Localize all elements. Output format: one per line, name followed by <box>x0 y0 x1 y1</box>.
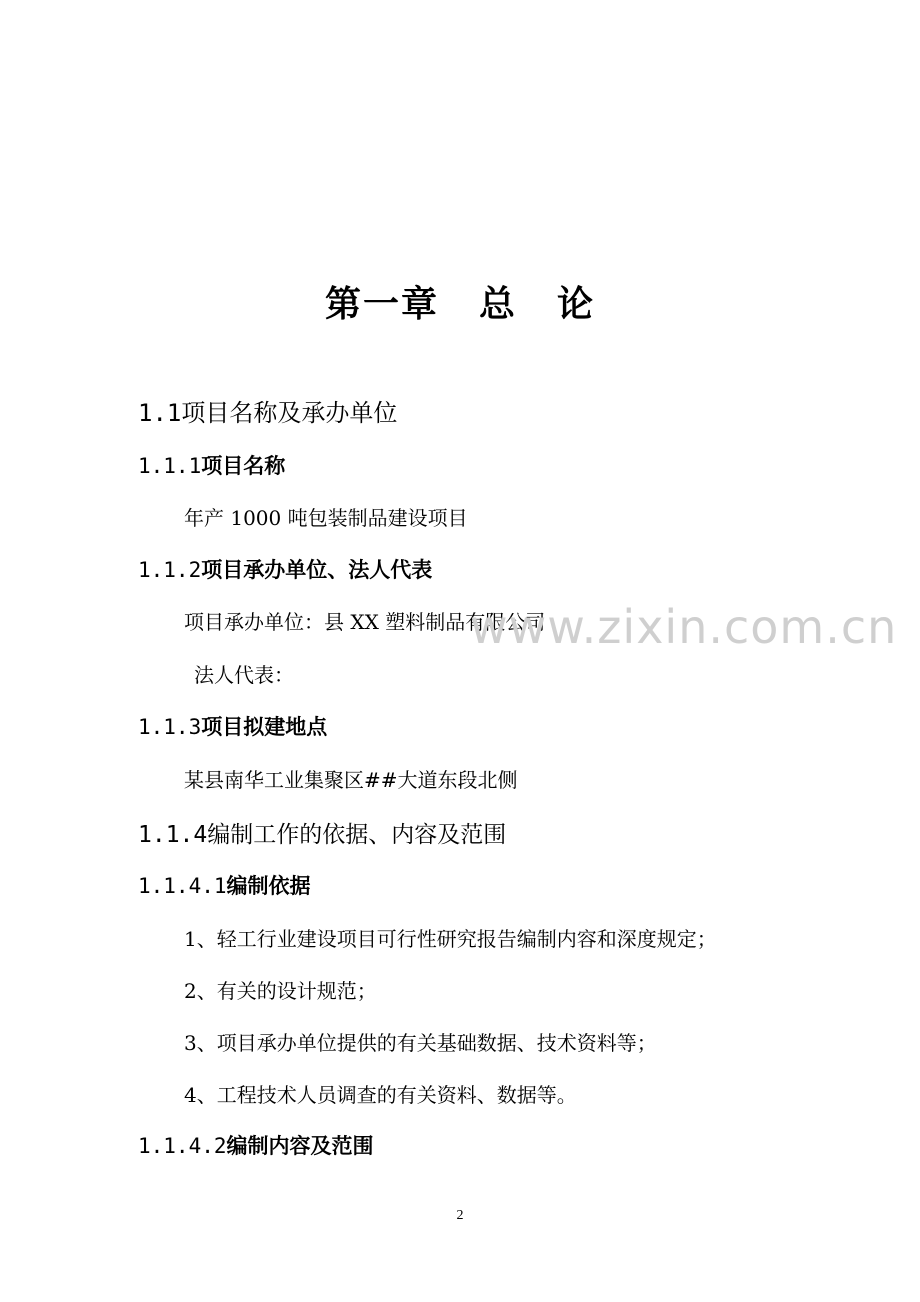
section-title: 项目名称 <box>201 454 286 478</box>
section-title: 项目承办单位、法人代表 <box>201 558 433 582</box>
section-number: 1.1.4.2 <box>138 1134 227 1158</box>
chapter-title-number: 第一章 <box>324 284 439 325</box>
legal-rep-text: 法人代表： <box>194 663 294 687</box>
chapter-title-word-2: 论 <box>557 284 596 325</box>
section-title: 编制内容及范围 <box>226 1134 374 1158</box>
section-number: 1.1 <box>138 399 182 427</box>
location-text: 某县南华工业集聚区##大道东段北侧 <box>184 768 518 792</box>
section-heading-1-1-4 <box>138 816 506 849</box>
project-name-text: 年产 1000 吨包装制品建设项目 <box>184 506 468 530</box>
section-heading-1-1-2 <box>138 554 432 584</box>
watermark: www.zixin.com.cn <box>470 600 898 654</box>
basis-item-4: 4、工程技术人员调查的有关资料、数据等。 <box>184 1083 577 1107</box>
basis-item-1: 1、轻工行业建设项目可行性研究报告编制内容和深度规定； <box>184 927 717 951</box>
section-title: 编制依据 <box>226 874 311 898</box>
page-number: 2 <box>456 1208 464 1223</box>
section-heading-1-1-4-1 <box>138 870 311 900</box>
basis-item-2: 2、有关的设计规范； <box>184 979 377 1003</box>
section-heading-1-1-3 <box>138 711 327 741</box>
section-title: 编制工作的依据、内容及范围 <box>207 822 507 848</box>
section-number: 1.1.2 <box>138 558 202 582</box>
section-number: 1.1.4.1 <box>138 874 227 898</box>
chapter-title <box>0 276 920 327</box>
chapter-title-word-1: 总 <box>478 284 517 325</box>
section-heading-1-1-1 <box>138 450 285 480</box>
section-number: 1.1.3 <box>138 715 202 739</box>
section-title: 项目拟建地点 <box>201 715 328 739</box>
section-number: 1.1.1 <box>138 454 202 478</box>
section-heading-1-1-4-2 <box>138 1130 374 1160</box>
section-title: 项目名称及承办单位 <box>181 399 398 427</box>
undertaking-unit-text: 项目承办单位：县 XX 塑料制品有限公司 <box>184 610 546 634</box>
section-heading-1-1 <box>138 393 397 428</box>
section-number: 1.1.4 <box>138 822 208 848</box>
basis-item-3: 3、项目承办单位提供的有关基础数据、技术资料等； <box>184 1031 657 1055</box>
